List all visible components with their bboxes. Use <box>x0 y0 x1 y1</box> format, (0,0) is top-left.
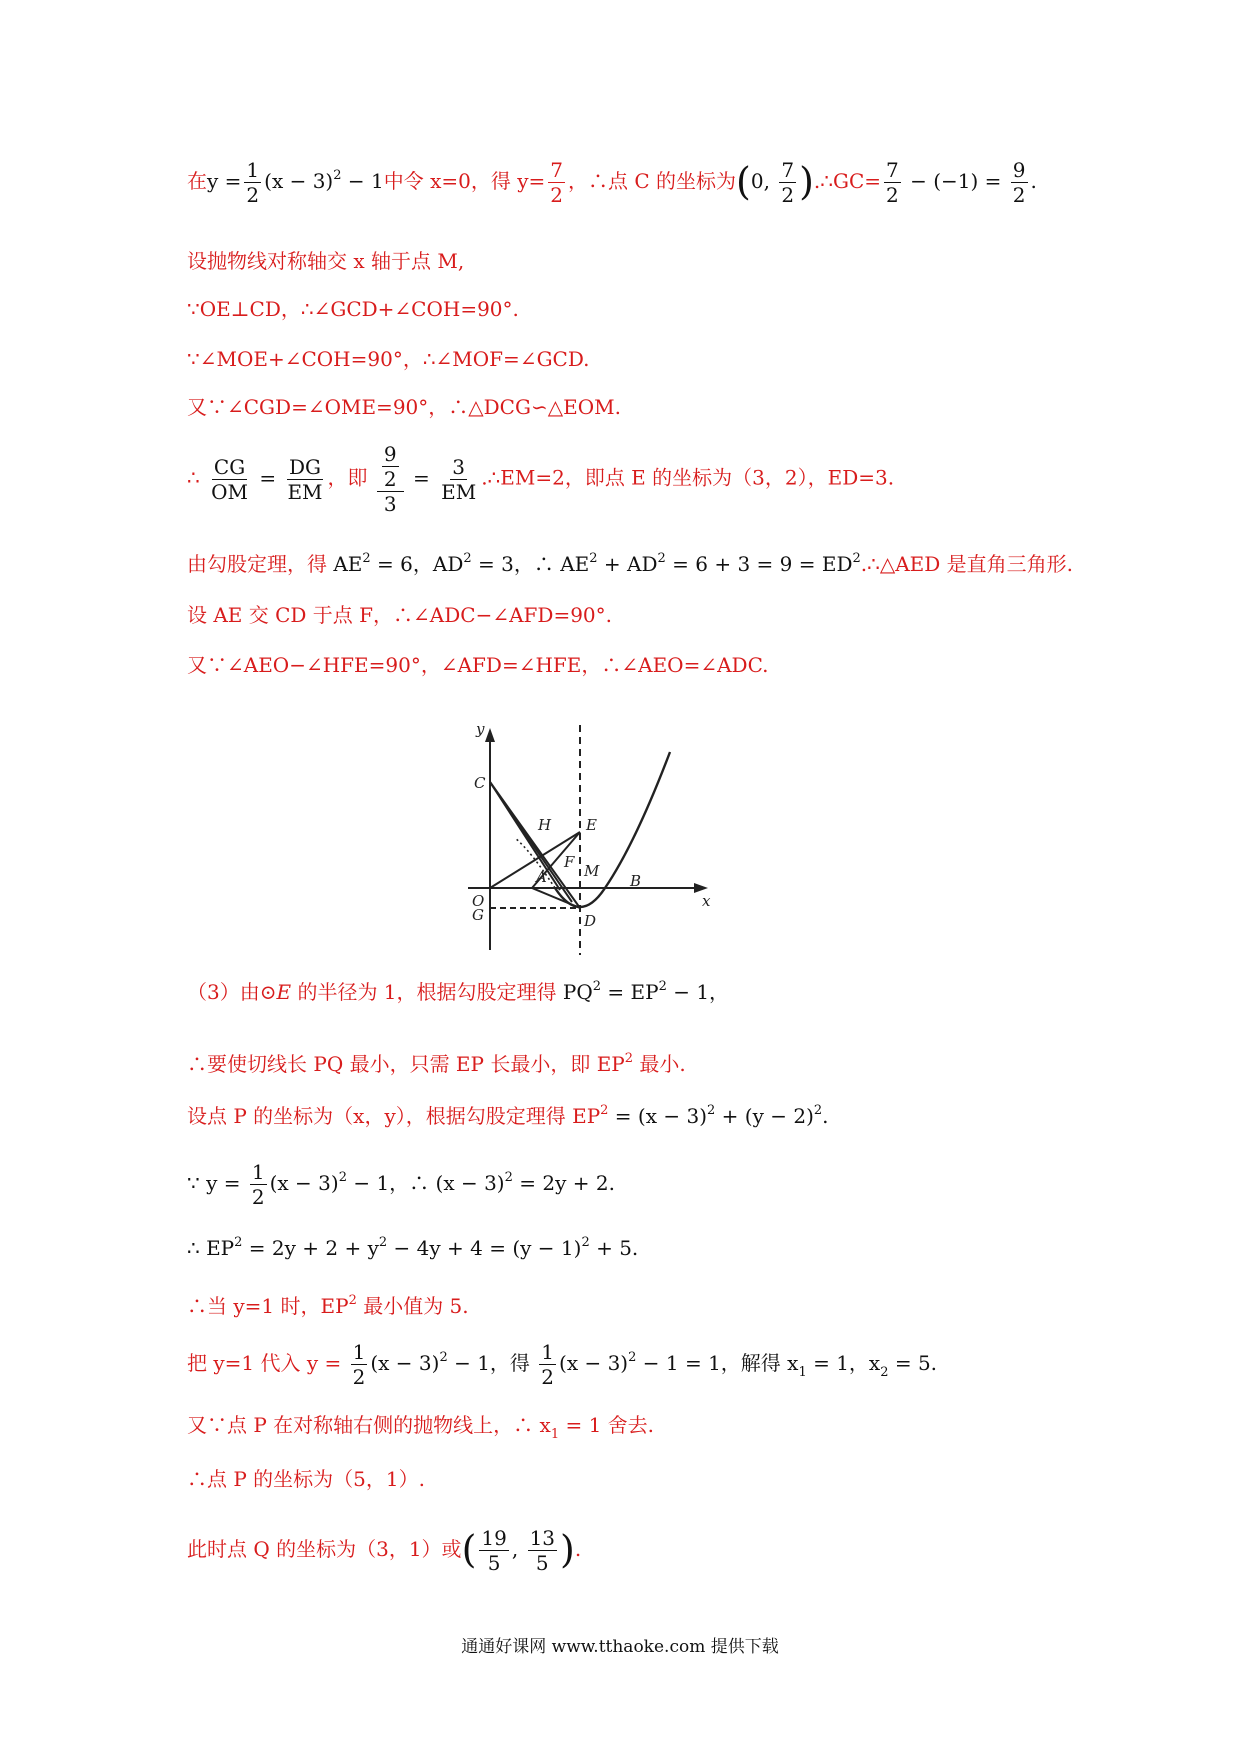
math-text: ∵ y = <box>187 1171 247 1195</box>
y-axis-arrow <box>485 728 495 742</box>
label-a: A <box>536 868 547 886</box>
line-min-ep <box>187 1052 686 1076</box>
numerator: 7 <box>550 158 564 182</box>
text: . <box>574 1537 582 1561</box>
line-parabola-relation <box>187 1160 615 1209</box>
math <box>881 158 1037 207</box>
text: 中令 x=0，得 y= <box>383 169 546 193</box>
label-e: E <box>586 816 597 834</box>
math-text: = 3，∴ AE <box>471 552 590 576</box>
fraction <box>528 1526 557 1575</box>
fraction <box>1011 158 1028 207</box>
superscript: 2 <box>504 1170 513 1185</box>
denominator: 2 <box>781 183 795 207</box>
compound-fraction <box>377 442 404 516</box>
math-text: , <box>511 1537 525 1561</box>
footer-credit: 通通好课网 www.tthaoke.com 提供下载 <box>461 1637 779 1657</box>
math-text: (x − 3) <box>559 1351 629 1375</box>
numerator: DG <box>288 454 321 479</box>
text: 又∵∠CGD=∠OME=90°，∴△DCG∽△EOM. <box>187 395 621 419</box>
math-text: = <box>252 465 283 490</box>
fraction <box>250 1160 267 1209</box>
denominator: 2 <box>550 183 564 207</box>
text: ∵OE⊥CD，∴∠GCD+∠COH=90°. <box>187 297 519 321</box>
fraction <box>382 442 399 491</box>
label-o: O <box>472 892 485 910</box>
numerator: CG <box>213 454 246 479</box>
numerator: 3 <box>452 454 466 479</box>
parabola-figure <box>460 720 720 960</box>
denominator: 3 <box>383 492 397 516</box>
denominator: EM <box>287 479 323 504</box>
coordinate <box>461 1526 575 1575</box>
superscript: 2 <box>600 1103 609 1118</box>
circle-name: E <box>276 980 292 1004</box>
math-text: − (−1) = <box>903 169 1008 193</box>
label-h: H <box>538 816 552 834</box>
text: 又∵∠AEO−∠HFE=90°，∠AFD=∠HFE，∴∠AEO=∠ADC. <box>187 653 769 677</box>
line-point-q <box>187 1526 581 1575</box>
paren-open: ( <box>736 159 751 204</box>
fraction <box>779 158 796 207</box>
fraction <box>479 1526 508 1575</box>
text: ∴点 P 的坐标为（5，1）. <box>187 1467 425 1491</box>
numerator: 13 <box>529 1526 556 1550</box>
denominator: 2 <box>246 183 260 207</box>
math-text: = 2y + 2 + y <box>242 1236 379 1260</box>
label-m: M <box>584 862 600 880</box>
label-d: D <box>584 912 597 930</box>
paren-open: ( <box>461 1527 477 1572</box>
math-text: = 6 + 3 = 9 = ED <box>665 552 853 576</box>
math-text: + AD <box>597 552 658 576</box>
line-ratio <box>187 442 894 516</box>
subscript: 1 <box>550 1427 560 1442</box>
text: .∴GC= <box>813 169 882 193</box>
math-text: + 5. <box>589 1236 639 1260</box>
text: ∴要使切线长 PQ 最小，只需 EP 长最小，即 EP <box>187 1052 625 1076</box>
math-text: + (y − 2) <box>715 1104 814 1128</box>
numerator: 7 <box>886 158 899 182</box>
text: 由勾股定理，得 <box>187 552 334 576</box>
line-mof-gcd <box>187 348 590 371</box>
paren-close: ) <box>799 159 814 204</box>
fraction <box>539 1340 556 1389</box>
numerator <box>377 442 404 492</box>
line-aeo-adc <box>187 654 769 677</box>
line-similar-triangles <box>187 396 621 419</box>
superscript: 2 <box>234 1235 243 1250</box>
numerator: 9 <box>383 442 397 466</box>
math-text: (x − 3) <box>269 1171 339 1195</box>
text: （3）由⊙ <box>187 980 277 1004</box>
math-text: ∴ EP <box>187 1236 235 1260</box>
parabola-curve <box>555 752 670 907</box>
fraction <box>884 158 901 207</box>
text: .∴EM=2，即点 E 的坐标为（3，2），ED=3. <box>481 465 895 490</box>
math-text: = EP <box>601 980 659 1004</box>
denominator: 5 <box>487 1551 501 1575</box>
text: 此时点 Q 的坐标为（3，1）或 <box>187 1537 462 1561</box>
superscript: 2 <box>362 551 371 566</box>
line-discard-x1 <box>187 1414 654 1443</box>
line-oe-perp-cd <box>187 298 519 321</box>
line-radius-pq <box>187 980 729 1004</box>
numerator: 1 <box>246 158 260 182</box>
math <box>563 980 729 1004</box>
text: 最小值为 5. <box>356 1294 469 1318</box>
math-text: = 2y + 2. <box>512 1171 615 1195</box>
line-pythagoras-aed <box>187 552 1073 576</box>
denominator: 2 <box>352 1365 366 1389</box>
math-text: AE <box>333 552 363 576</box>
text: ∴当 y=1 时，EP <box>187 1294 349 1318</box>
numerator: 1 <box>352 1340 366 1364</box>
label-g: G <box>472 906 484 924</box>
math <box>187 1160 615 1209</box>
math <box>374 442 481 516</box>
numerator: 7 <box>781 158 795 182</box>
denominator: 2 <box>383 467 397 491</box>
superscript: 2 <box>439 1350 448 1365</box>
superscript: 2 <box>581 1235 590 1250</box>
line-substitute <box>187 1340 937 1389</box>
label-b: B <box>630 872 642 890</box>
fraction <box>244 158 261 207</box>
math-text: − 1，∴ (x − 3) <box>346 1171 505 1195</box>
segment-c-d2 <box>490 782 572 902</box>
line-ep-expand <box>187 1236 638 1260</box>
math-text: − 4y + 4 = (y − 1) <box>387 1236 582 1260</box>
denominator: 5 <box>535 1551 549 1575</box>
math-text: − 1，得 <box>447 1351 537 1375</box>
superscript: 2 <box>852 551 861 566</box>
denominator: 2 <box>1012 183 1026 207</box>
math-text: PQ <box>562 980 593 1004</box>
fraction <box>351 1340 368 1389</box>
math <box>348 1340 938 1389</box>
math <box>608 1104 828 1128</box>
coordinate <box>736 158 814 207</box>
superscript: 2 <box>707 1103 716 1118</box>
text: 最小. <box>633 1052 686 1076</box>
text: = 1 舍去. <box>559 1413 655 1437</box>
fraction <box>209 455 250 504</box>
superscript: 2 <box>657 551 666 566</box>
fraction <box>439 455 478 504</box>
math-text: = <box>406 465 437 490</box>
math-text: − 1 <box>341 169 384 193</box>
denominator: EM <box>441 479 477 504</box>
numerator: 1 <box>251 1160 265 1184</box>
label-f: F <box>564 853 575 871</box>
math-text: = 1，x <box>806 1351 881 1375</box>
numerator: 1 <box>541 1340 555 1364</box>
math-text: (x − 3) <box>264 169 334 193</box>
superscript: 2 <box>592 979 602 994</box>
superscript: 2 <box>378 1235 388 1250</box>
text: 设抛物线对称轴交 x 轴于点 M, <box>187 249 465 273</box>
denominator: OM <box>211 479 248 504</box>
text: 的半径为 1，根据勾股定理得 <box>291 980 563 1004</box>
superscript: 2 <box>348 1293 357 1308</box>
math-text: = (x − 3) <box>608 1104 708 1128</box>
subscript: 1 <box>798 1365 807 1380</box>
math <box>206 454 327 504</box>
superscript: 2 <box>813 1103 823 1118</box>
math-text: y = <box>207 169 242 193</box>
text: ，即 <box>327 465 374 490</box>
math-text: = 6，AD <box>370 552 464 576</box>
numerator: 9 <box>1012 158 1026 182</box>
line-ae-cd-f <box>187 604 612 627</box>
text: 把 y=1 代入 y = <box>187 1351 348 1375</box>
paren-close: ) <box>560 1527 575 1572</box>
math-text: (x − 3) <box>370 1351 440 1375</box>
denominator: 2 <box>251 1185 265 1209</box>
label-y: y <box>476 720 485 738</box>
text: ，∴点 C 的坐标为 <box>568 169 737 193</box>
line-axis-m <box>187 250 464 273</box>
text: 在 <box>187 169 207 193</box>
text: .∴△AED 是直角三角形. <box>860 552 1074 576</box>
subscript: 2 <box>880 1365 889 1380</box>
text: 又∵点 P 在对称轴右侧的抛物线上，∴ x <box>187 1413 551 1437</box>
superscript: 2 <box>463 551 472 566</box>
line-c-coordinates <box>187 158 1037 207</box>
text: 设点 P 的坐标为（x，y），根据勾股定理得 EP <box>187 1104 601 1128</box>
text: ∵∠MOE+∠COH=90°，∴∠MOF=∠GCD. <box>187 347 590 371</box>
superscript: 2 <box>589 551 598 566</box>
superscript: 2 <box>628 1350 637 1365</box>
superscript: 2 <box>338 1170 347 1185</box>
denominator: 2 <box>541 1365 555 1389</box>
label-x: x <box>702 892 711 910</box>
superscript: 2 <box>333 168 342 183</box>
text: ∴ <box>187 465 207 490</box>
math-text: = 5. <box>888 1351 938 1375</box>
line-point-p <box>187 1468 425 1491</box>
fraction <box>548 158 565 207</box>
fraction <box>285 455 324 504</box>
numerator: 19 <box>481 1526 507 1550</box>
math-text: . <box>1030 169 1037 193</box>
superscript: 2 <box>658 979 667 994</box>
math-text: − 1， <box>666 980 730 1004</box>
math <box>333 552 860 576</box>
line-min-value <box>187 1294 469 1318</box>
text: 设 AE 交 CD 于点 F，∴∠ADC−∠AFD=90°. <box>187 603 613 627</box>
denominator: 2 <box>886 183 899 207</box>
line-ep-squared <box>187 1104 829 1128</box>
math-text: . <box>822 1104 829 1128</box>
superscript: 2 <box>624 1051 634 1066</box>
math <box>207 158 384 207</box>
math-text: − 1 = 1，解得 x <box>636 1351 799 1375</box>
math-text: 0, <box>750 169 777 193</box>
label-c: C <box>474 774 486 792</box>
